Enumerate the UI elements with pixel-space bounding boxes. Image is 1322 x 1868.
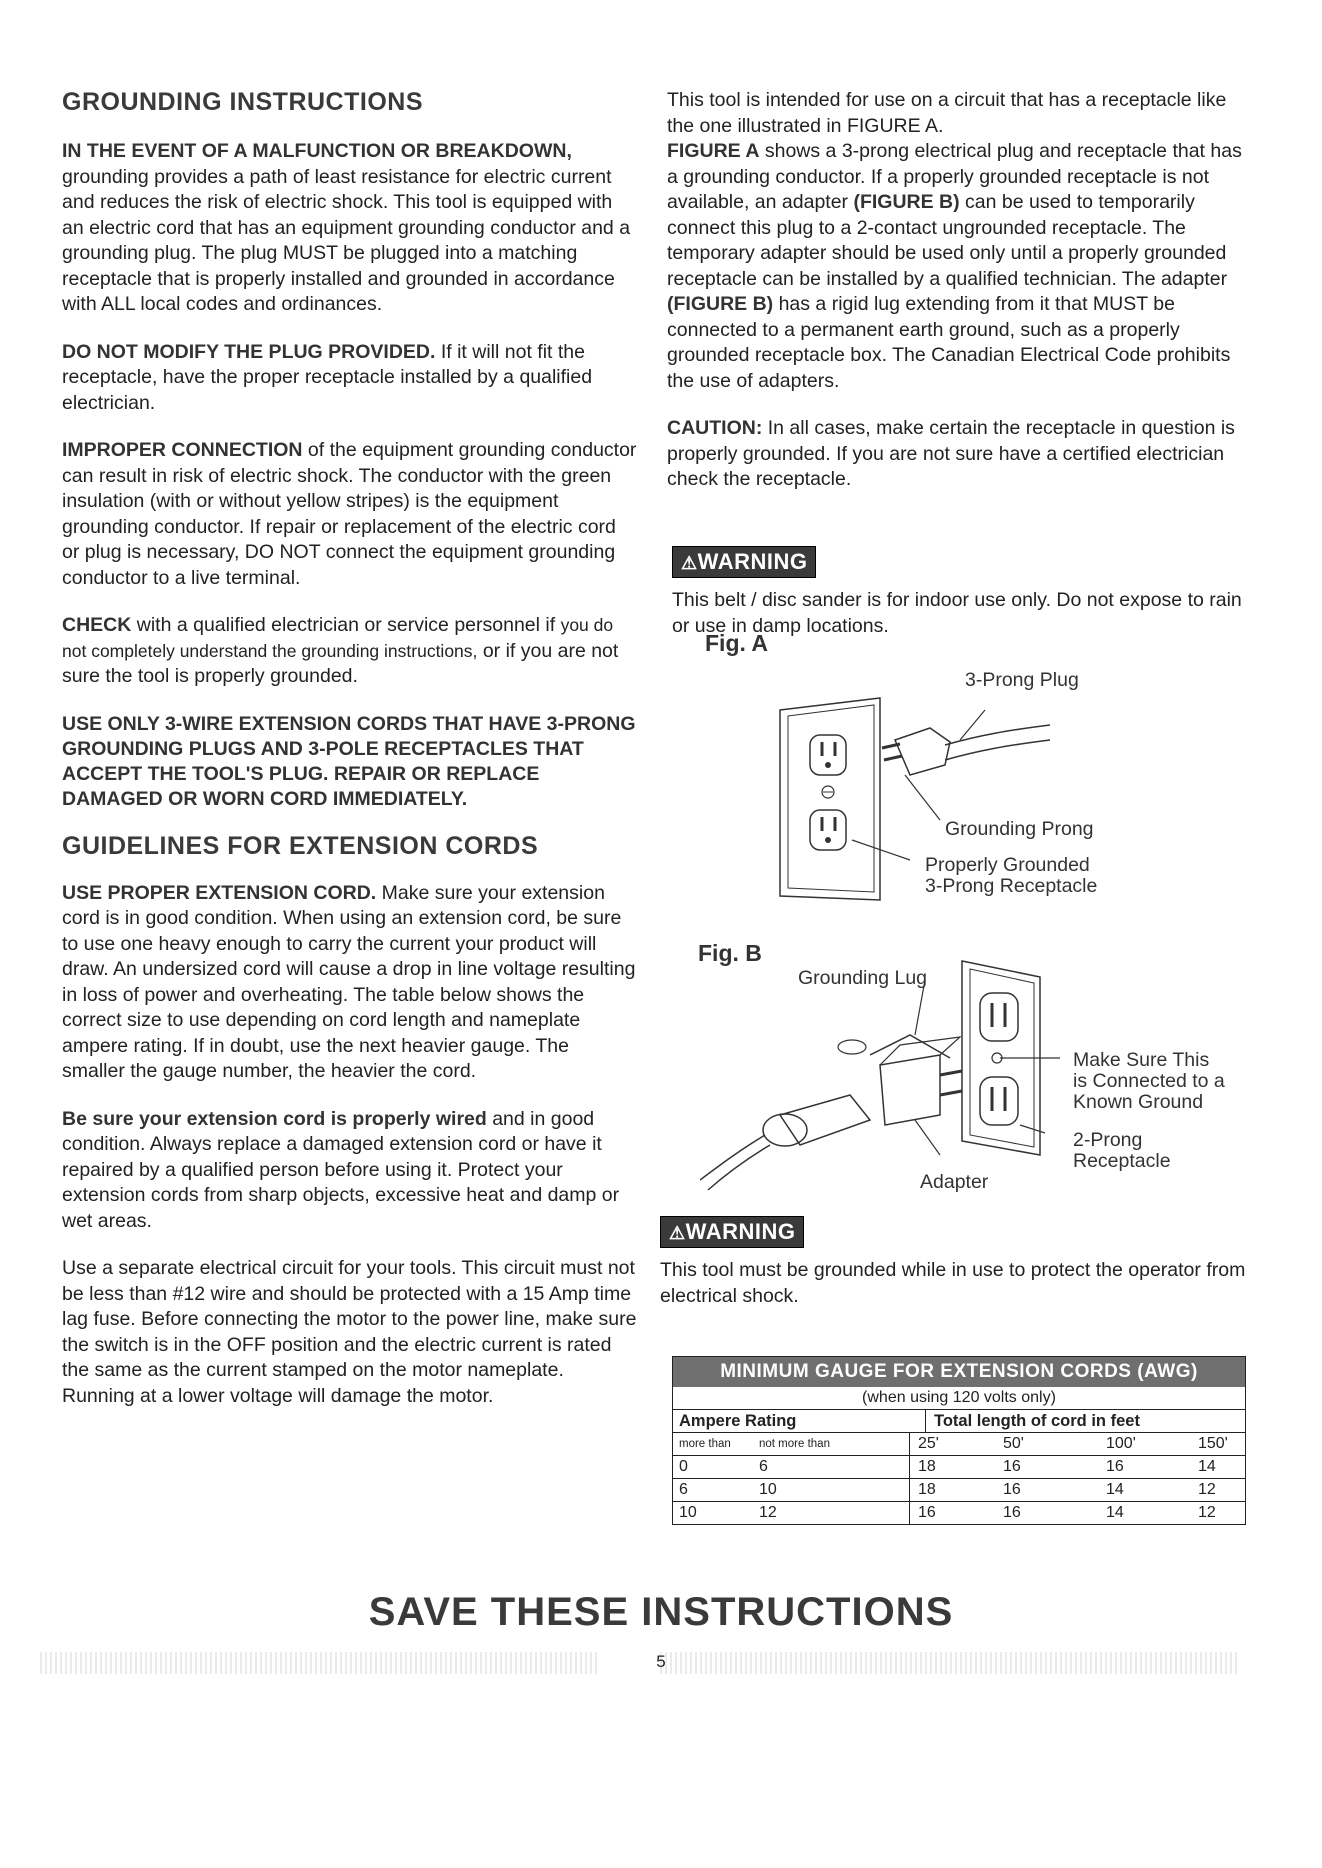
improper-connection-paragraph (62, 438, 637, 591)
gauge-table-subtitle: (when using 120 volts only) (673, 1387, 1245, 1410)
three-prong-plug (780, 1095, 870, 1145)
grounding-lug (870, 1035, 950, 1058)
figure-a-body-c: has a rigid lug extending from it that MUST be connected to a permanent earth ground, such as a properly grounded receptacle box. The Canadian Electrical Code prohibits the use of adapters. (667, 293, 1231, 392)
gauge-cell: 12 (1198, 1481, 1216, 1498)
caution-paragraph (667, 416, 1255, 493)
outlet-top (810, 735, 846, 775)
three-wire-notice: USE ONLY 3-WIRE EXTENSION CORDS THAT HAVE 3-PRONG GROUNDING PLUGS AND 3-POLE RECEPTACLES THAT ACCEPT THE TOOL'S PLUG. REPAIR OR REPLACE DAMAGED OR WORN CORD IMMEDIATELY. (62, 712, 636, 810)
plug-body (895, 728, 950, 775)
adapter-body (880, 1055, 940, 1125)
gauge-table (672, 1356, 1246, 1525)
gauge-table-header (673, 1410, 1245, 1433)
warning-1-badge (672, 546, 816, 578)
check-body-c: or if you are not sure the tool is properly grounded. (62, 639, 619, 687)
fig-b-ground-label-2: is Connected to a (1073, 1070, 1225, 1092)
row-not-more-than: 6 (759, 1458, 768, 1475)
table-row (673, 1456, 1245, 1479)
row-more-than: 0 (679, 1458, 688, 1475)
do-not-modify-lead: DO NOT MODIFY THE PLUG PROVIDED. (62, 340, 436, 363)
check-body-b: you do not completely understand the grounding instructions, (62, 615, 614, 661)
circuit-paragraph: This tool is intended for use on a circuit that has a receptacle like the one illustrated in FIGURE A. (667, 89, 1227, 137)
fig-a-plug-label: 3-Prong Plug (965, 669, 1079, 691)
proper-cord-paragraph (62, 881, 637, 1085)
ampere-rating-header: Ampere Rating (679, 1412, 797, 1430)
fig-b-label: Fig. B (698, 940, 762, 966)
warning-2-label: WARNING (685, 1219, 796, 1244)
save-instructions-banner: SAVE THESE INSTRUCTIONS (368, 1590, 954, 1634)
figure-a-body-a: shows a 3-prong electrical plug and receptacle that has a grounding conductor. If a properly grounded receptacle is not available, an adapter (667, 140, 1242, 213)
proper-cord-body: Make sure your extension cord is in good condition. When using an extension cord, be sure to use one heavy enough to carry the current your product will draw. An undersized cord will cause a drop in line voltage resulting in loss of power and overheating. The table below shows the correct size to use depending on cord length and nameplate ampere rating. If in doubt, use the next heavier gauge. The smaller the gauge number, the heavier the cord. (62, 881, 636, 1082)
fig-b-ground-label-3: Known Ground (1073, 1091, 1204, 1113)
gauge-cell: 16 (1003, 1504, 1021, 1521)
more-than-header: more than (679, 1438, 731, 1450)
gauge-cell: 16 (1106, 1458, 1124, 1475)
grounding-heading: GROUNDING INSTRUCTIONS (62, 88, 423, 116)
lug-screw (838, 1040, 866, 1054)
fig-a-receptacle-label-1: Properly Grounded (925, 854, 1090, 876)
figure-b-ref-1: (FIGURE B) (853, 191, 960, 213)
length-150: 150' (1198, 1435, 1228, 1452)
warning-triangle-icon: ⚠ (669, 1223, 686, 1243)
right-column (667, 88, 1255, 515)
malfunction-body: grounding provides a path of least resistance for electric current and reduces the risk of electric shock. This tool is equipped with an electric cord that has an equipment grounding conductor and a grounding plug. The plug MUST be plugged into a matching receptacle that is properly installed and grounded in accordance with ALL local codes and ordinances. (62, 165, 631, 315)
warning-1-label: WARNING (697, 549, 808, 574)
row-more-than: 10 (679, 1504, 697, 1521)
improper-connection-lead: IMPROPER CONNECTION (62, 439, 303, 461)
fig-b-cord (700, 1135, 765, 1180)
warning-1 (672, 540, 1252, 639)
row-more-than: 6 (679, 1481, 688, 1498)
warning-1-text: This belt / disc sander is for indoor use only. Do not expose to rain or use in damp locations. (672, 589, 1242, 637)
length-50: 50' (1003, 1435, 1024, 1452)
gauge-cell: 12 (1198, 1504, 1216, 1521)
extension-heading: GUIDELINES FOR EXTENSION CORDS (62, 831, 539, 860)
figure-a-body-b: can be used to temporarily connect this plug to a 2-contact ungrounded receptacle. The temporary adapter should be used only until a properly grounded receptacle can be installed by a qualified technician. The adapter (667, 191, 1228, 290)
length-100: 100' (1106, 1435, 1136, 1452)
fig-b-adapter-label: Adapter (920, 1171, 989, 1193)
row-not-more-than: 10 (759, 1481, 777, 1498)
wall-plate-inner (788, 705, 874, 892)
fig-a-label: Fig. A (705, 630, 769, 656)
improper-connection-body: of the equipment grounding conductor can result in risk of electric shock. The conductor with the green insulation (with or without yellow stripes) is the equipment grounding conductor. If repair or replacement of the electric cord or plug is necessary, DO NOT connect the equipment grounding conductor to a live terminal. (62, 439, 637, 589)
fig-b-receptacle-label-1: 2-Prong (1073, 1129, 1143, 1151)
figure-b-ref-2: (FIGURE B) (667, 293, 774, 315)
page-number: 5 (656, 1652, 666, 1671)
properly-wired-body: and in good condition. Always replace a damaged extension cord or have it repaired by a qualified person before using it. Protect your extension cords from sharp objects, excessive heat and damp or wet areas. (62, 1107, 620, 1232)
fig-b-illustration (700, 955, 1060, 1205)
do-not-modify-paragraph (62, 340, 637, 417)
gauge-cell: 14 (1198, 1458, 1216, 1475)
proper-cord-lead: USE PROPER EXTENSION CORD. (62, 881, 377, 904)
fig-b-receptacle-label-2: Receptacle (1073, 1150, 1171, 1172)
warning-triangle-icon: ⚠ (681, 553, 698, 573)
cord-length-header: Total length of cord in feet (934, 1412, 1140, 1430)
check-lead: CHECK (62, 614, 132, 636)
warning-2 (660, 1210, 1250, 1309)
warning-2-badge (660, 1216, 804, 1248)
malfunction-paragraph (62, 139, 637, 318)
fig-a-receptacle-label-2: 3-Prong Receptacle (925, 875, 1098, 897)
gauge-cell: 16 (1003, 1481, 1021, 1498)
row-not-more-than: 12 (759, 1504, 777, 1521)
table-row (673, 1479, 1245, 1502)
outlet-bottom (810, 810, 846, 850)
gauge-cell: 14 (1106, 1504, 1124, 1521)
gauge-cell: 16 (1003, 1458, 1021, 1475)
properly-wired-lead: Be sure your extension cord is properly wired (62, 1107, 487, 1130)
gauge-cell: 14 (1106, 1481, 1124, 1498)
malfunction-lead: IN THE EVENT OF A MALFUNCTION OR BREAKDOWN, (62, 140, 572, 162)
gauge-cell: 18 (918, 1458, 936, 1475)
properly-wired-paragraph (62, 1107, 637, 1235)
figure-a-lead: FIGURE A (667, 140, 760, 162)
gauge-cell: 18 (918, 1481, 936, 1498)
separate-circuit-paragraph: Use a separate electrical circuit for your tools. This circuit must not be less than #12 wire and should be protected with a 15 Amp time lag fuse. Before connecting the motor to the power line, make sure the switch is in the OFF position and the electric current is rated the same as the current stamped on the motor nameplate. Running at a lower voltage will damage the motor. (62, 1257, 637, 1407)
gauge-cell: 16 (918, 1504, 936, 1521)
check-body-a: with a qualified electrician or service personnel if (131, 614, 561, 636)
fig-b-lug-label: Grounding Lug (798, 967, 928, 989)
table-row (673, 1502, 1245, 1524)
caution-lead: CAUTION: (667, 417, 763, 439)
gauge-table-title: MINIMUM GAUGE FOR EXTENSION CORDS (AWG) (673, 1357, 1245, 1387)
not-more-than-header: not more than (759, 1438, 830, 1450)
figure-a-paragraph (667, 139, 1255, 394)
left-column (62, 88, 637, 1431)
check-paragraph (62, 613, 637, 690)
caution-body: In all cases, make certain the receptacle in question is properly grounded. If you are not sure have a certified electrician check the receptacle. (667, 417, 1235, 490)
warning-2-text: This tool must be grounded while in use to protect the operator from electrical shock. (660, 1259, 1246, 1307)
length-25: 25' (918, 1435, 939, 1452)
fig-a-prong-label: Grounding Prong (945, 818, 1094, 840)
fig-b-ground-label-1: Make Sure This (1073, 1049, 1210, 1071)
do-not-modify-body: If it will not fit the receptacle, have the proper receptacle installed by a qualified electrician. (62, 340, 593, 414)
gauge-table-subheader (673, 1433, 1245, 1456)
wall-plate (780, 698, 880, 900)
